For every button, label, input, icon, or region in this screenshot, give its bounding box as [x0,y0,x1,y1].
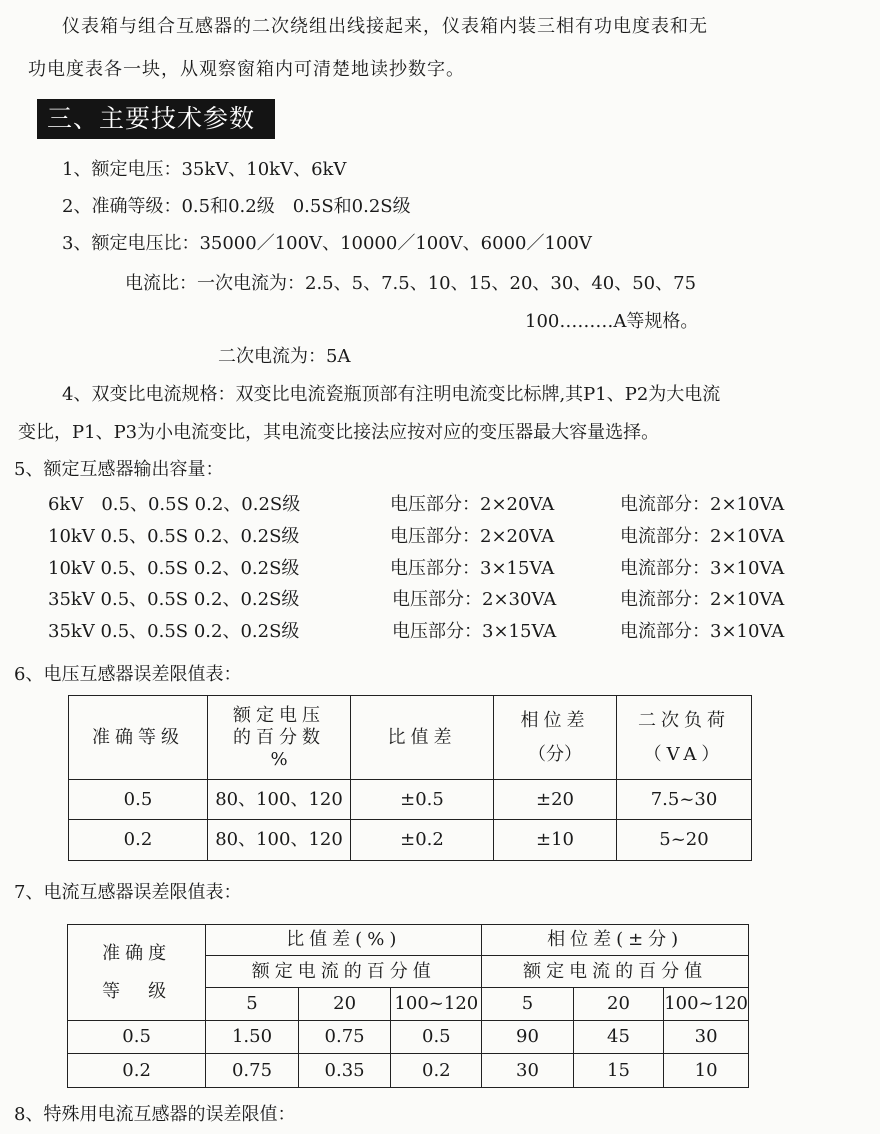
cell: 7.5~30 [617,780,752,820]
col-header: 5 [206,988,299,1021]
item-line: 2、准确等级：0.5和0.2级 0.5S和0.2S级 [62,196,411,217]
cell: 30 [482,1054,573,1088]
header-grade [68,925,206,1021]
table-row [69,820,752,861]
capacity-current: 电流部分：2×10VA [620,494,785,515]
col-header: 20 [298,988,391,1021]
header-line: （分） [528,743,582,765]
cell: 0.35 [298,1054,391,1088]
item-line: 二次电流为：5A [218,346,351,367]
cell: 5~20 [617,820,752,861]
capacity-spec: 10kV 0.5、0.5S 0.2、0.2S级 [48,526,300,547]
cell: 1.50 [206,1021,299,1054]
cell: 90 [482,1021,573,1054]
item-line: 100………A等规格。 [525,311,699,332]
ct-error-table [67,924,749,1088]
cell: 0.2 [69,820,208,861]
intro-line: 仪表箱与组合互感器的二次绕组出线接起来，仪表箱内装三相有功电度表和无 [62,16,708,37]
header-sub: 额定电流的百分值 [206,956,482,988]
header-grade: 准确等级 [69,696,208,780]
col-header: 100~120 [391,988,482,1021]
cell: 30 [664,1021,749,1054]
header-line: 相位差 [520,709,590,731]
header-ratio-error: 比值差 [351,696,494,780]
header-line: % [270,748,288,770]
col-header: 100~120 [664,988,749,1021]
cell: ±20 [494,780,617,820]
cell: 0.2 [68,1054,206,1088]
vt-error-table [68,695,752,861]
capacity-voltage: 电压部分：2×20VA [390,494,555,515]
cell: 10 [664,1054,749,1088]
capacity-spec: 35kV 0.5、0.5S 0.2、0.2S级 [48,621,300,642]
header-line: （VA） [643,743,725,765]
header-rated-voltage [208,696,351,780]
section-heading: 三、主要技术参数 [37,99,275,139]
capacity-spec: 35kV 0.5、0.5S 0.2、0.2S级 [48,589,300,610]
table-row [68,1054,749,1088]
cell: 0.75 [206,1054,299,1088]
item-line: 变比，P1、P3为小电流变比，其电流变比接法应按对应的变压器最大容量选择。 [18,422,660,443]
cell: 80、100、120 [208,780,351,820]
capacity-voltage: 电压部分：2×20VA [390,526,555,547]
capacity-current: 电流部分：3×10VA [620,558,785,579]
intro-line: 功电度表各一块，从观察窗箱内可清楚地读抄数字。 [28,59,465,80]
header-phase-error [494,696,617,780]
header-line: 准确度 [102,942,172,964]
header-ratio-error: 比值差(%) [206,925,482,956]
ct-table-title: 7、电流互感器误差限值表： [14,882,242,903]
item-line: 1、额定电压：35kV、10kV、6kV [62,159,347,180]
header-line: 等 级 [102,980,172,1002]
cell: ±10 [494,820,617,861]
header-line: 额定电压 [233,704,325,726]
capacity-voltage: 电压部分：2×30VA [392,589,557,610]
capacity-spec: 6kV 0.5、0.5S 0.2、0.2S级 [48,494,301,515]
capacity-current: 电流部分：2×10VA [620,589,785,610]
cell: 0.5 [69,780,208,820]
cell: 0.2 [391,1054,482,1088]
cell: 0.5 [391,1021,482,1054]
item-line: 4、双变比电流规格：双变比电流瓷瓶顶部有注明电流变比标牌,其P1、P2为大电流 [62,384,721,405]
item-line: 电流比：一次电流为：2.5、5、7.5、10、15、20、30、40、50、75 [125,273,697,294]
capacity-spec: 10kV 0.5、0.5S 0.2、0.2S级 [48,558,300,579]
table-row [68,1021,749,1054]
cell: 15 [573,1054,663,1088]
capacity-voltage: 电压部分：3×15VA [390,558,555,579]
item-line: 3、额定电压比：35000／100V、10000／100V、6000／100V [62,233,592,254]
header-burden [617,696,752,780]
header-phase-error: 相位差(±分) [482,925,749,956]
capacity-current: 电流部分：2×10VA [620,526,785,547]
col-header: 5 [482,988,573,1021]
footer-line: 8、特殊用电流互感器的误差限值： [14,1104,296,1125]
cell: 0.5 [68,1021,206,1054]
cell: ±0.2 [351,820,494,861]
cell: 0.75 [298,1021,391,1054]
capacity-voltage: 电压部分：3×15VA [392,621,557,642]
cell: 80、100、120 [208,820,351,861]
item-line: 5、额定互感器输出容量： [14,459,224,480]
cell: 45 [573,1021,663,1054]
header-line: 二次负荷 [638,709,730,731]
cell: ±0.5 [351,780,494,820]
vt-table-title: 6、电压互感器误差限值表： [14,664,242,685]
table-row [69,780,752,820]
capacity-current: 电流部分：3×10VA [620,621,785,642]
header-sub: 额定电流的百分值 [482,956,749,988]
col-header: 20 [573,988,663,1021]
header-line: 的百分数 [233,726,325,748]
